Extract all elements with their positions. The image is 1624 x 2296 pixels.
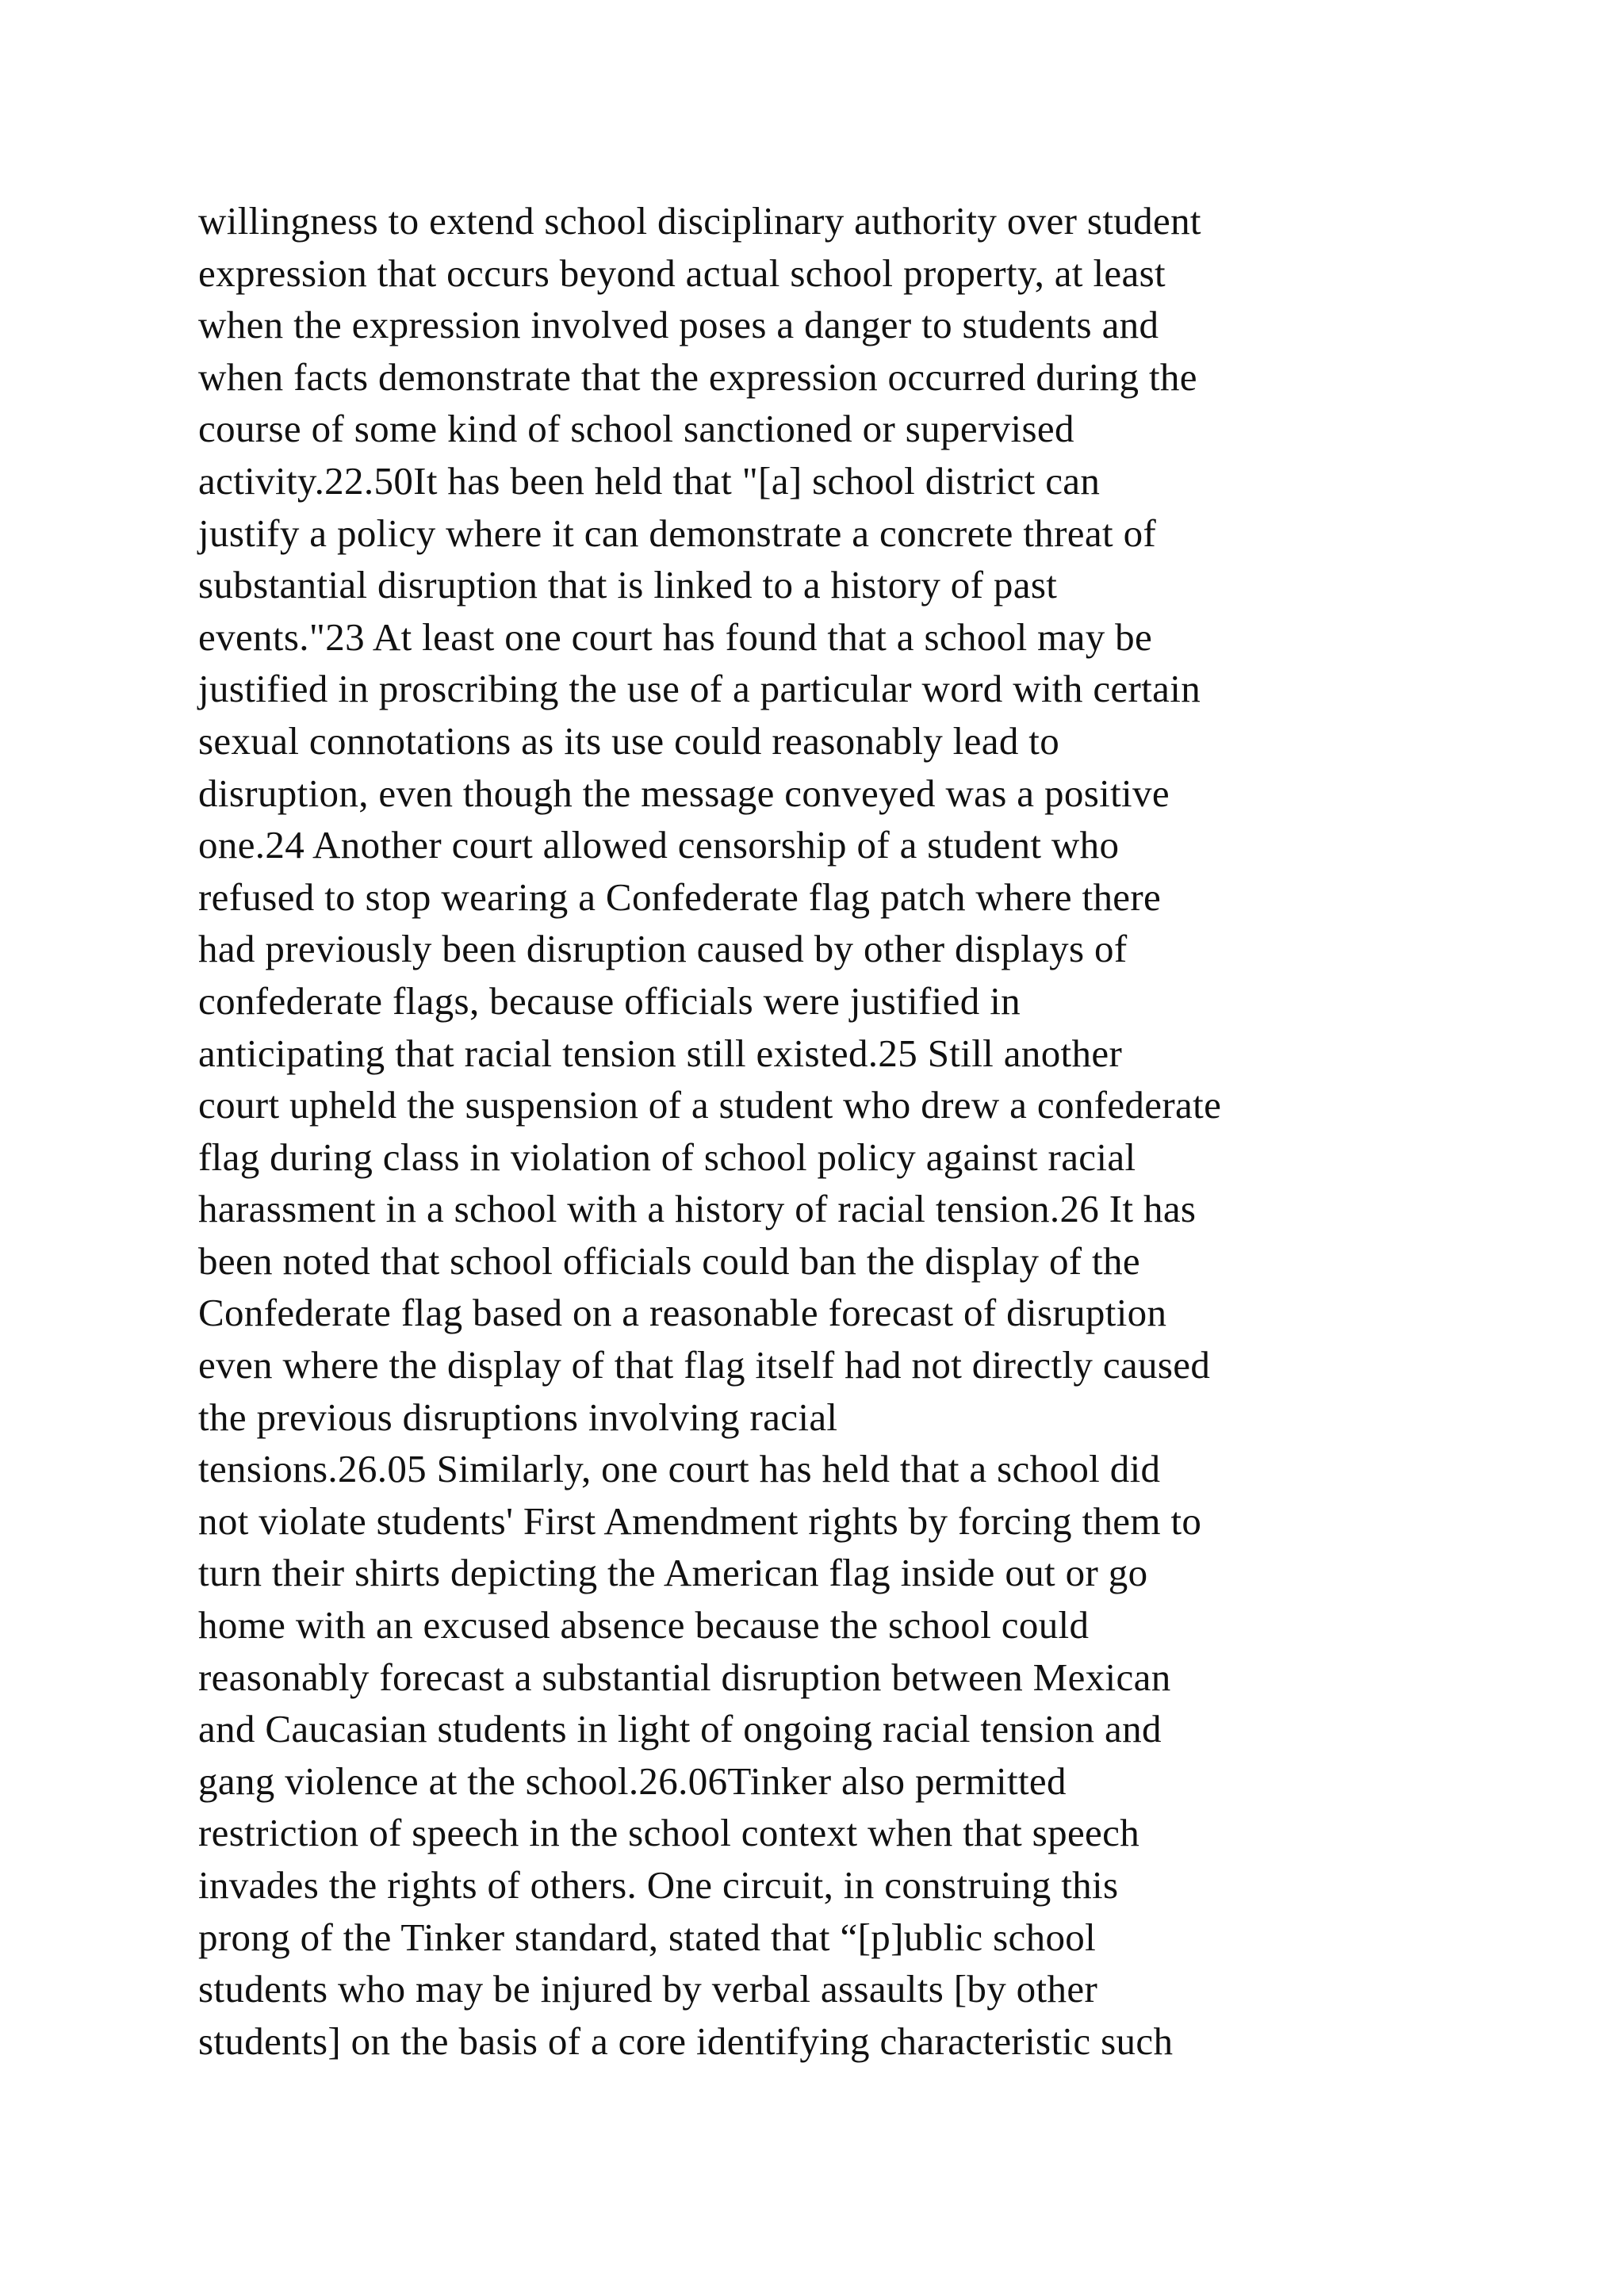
text-line: the previous disruptions involving racial xyxy=(198,1395,838,1439)
text-line: anticipating that racial tension still existed.25 Still another xyxy=(198,1031,1123,1075)
text-line: refused to stop wearing a Confederate flag patch where there xyxy=(198,874,1162,919)
text-line: invades the rights of others. One circuit, in construing this xyxy=(198,1863,1119,1907)
text-line: students who may be injured by verbal assaults [by other xyxy=(198,1967,1098,2011)
text-line: had previously been disruption caused by other displays of xyxy=(198,927,1128,971)
text-line: sexual connotations as its use could reasonably lead to xyxy=(198,718,1060,763)
text-line: restriction of speech in the school context when that speech xyxy=(198,1811,1140,1855)
text-line: court upheld the suspension of a student who drew a confederate xyxy=(198,1083,1222,1127)
text-line: justify a policy where it can demonstrate a concrete threat of xyxy=(198,511,1157,555)
text-line: substantial disruption that is linked to a history of past xyxy=(198,563,1058,607)
text-line: course of some kind of school sanctioned or supervised xyxy=(198,407,1074,451)
text-line: prong of the Tinker standard, stated that “[p]ublic school xyxy=(198,1915,1097,1959)
text-line: events."23 At least one court has found that a school may be xyxy=(198,614,1153,659)
text-line: turn their shirts depicting the American flag inside out or go xyxy=(198,1551,1148,1595)
text-line: when facts demonstrate that the expression occurred during the xyxy=(198,354,1197,399)
body-text xyxy=(198,195,1499,2067)
text-line: reasonably forecast a substantial disruption between Mexican xyxy=(198,1655,1171,1699)
text-line: expression that occurs beyond actual school property, at least xyxy=(198,251,1166,295)
text-line: even where the display of that flag itself had not directly caused xyxy=(198,1343,1211,1387)
text-line: and Caucasian students in light of ongoing racial tension and xyxy=(198,1707,1162,1751)
text-line: willingness to extend school disciplinary authority over student xyxy=(198,199,1201,243)
text-line: home with an excused absence because the school could xyxy=(198,1603,1090,1647)
text-line: students] on the basis of a core identifying characteristic such xyxy=(198,2019,1174,2063)
text-line: confederate flags, because officials were justified in xyxy=(198,978,1021,1023)
text-line: one.24 Another court allowed censorship of a student who xyxy=(198,823,1120,867)
text-line: Confederate flag based on a reasonable forecast of disruption xyxy=(198,1291,1167,1335)
text-line: activity.22.50It has been held that "[a] school district can xyxy=(198,458,1101,503)
text-line: been noted that school officials could ban the display of the xyxy=(198,1238,1140,1283)
text-line: justified in proscribing the use of a particular word with certain xyxy=(198,667,1201,711)
text-line: disruption, even though the message conveyed was a positive xyxy=(198,771,1170,815)
text-line: flag during class in violation of school policy against racial xyxy=(198,1135,1136,1179)
text-line: gang violence at the school.26.06Tinker also permitted xyxy=(198,1758,1067,1803)
text-line: not violate students' First Amendment rights by forcing them to xyxy=(198,1498,1202,1543)
text-line: tensions.26.05 Similarly, one court has held that a school did xyxy=(198,1447,1161,1491)
text-line: harassment in a school with a history of racial tension.26 It has xyxy=(198,1187,1197,1231)
text-line: when the expression involved poses a danger to students and xyxy=(198,303,1159,347)
